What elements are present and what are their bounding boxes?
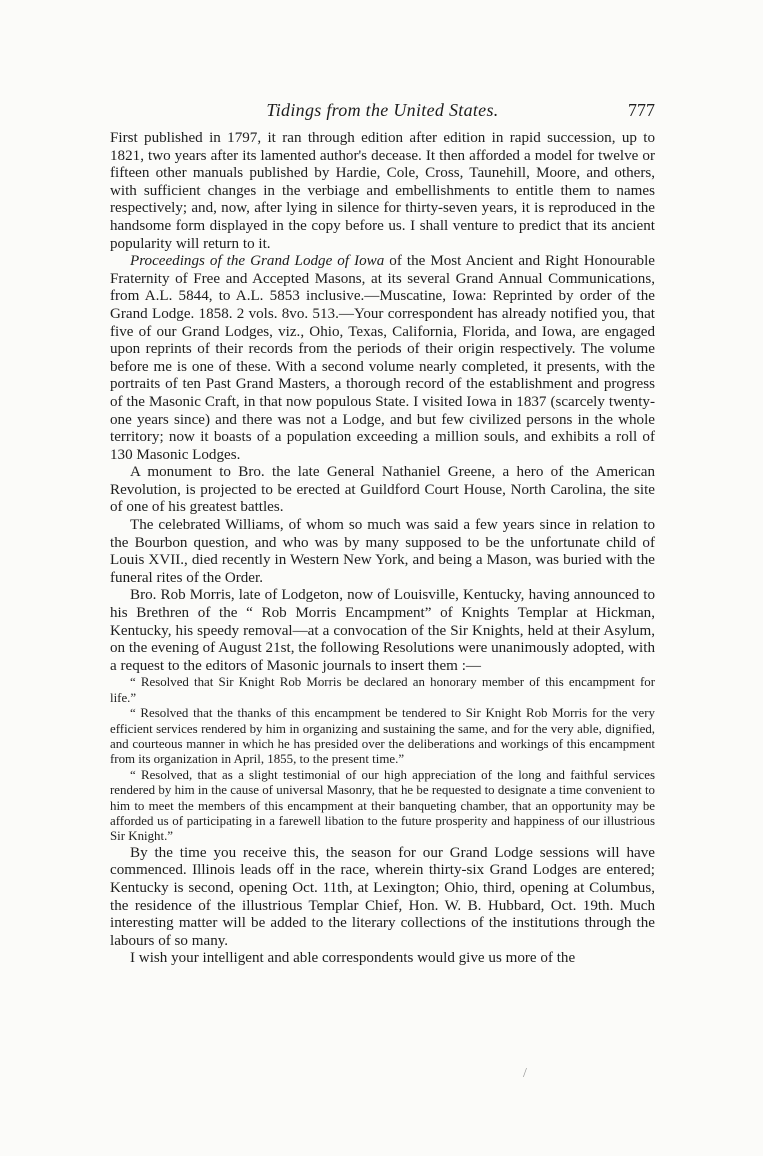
resolution-2: “ Resolved that the thanks of this encampment be tendered to Sir Knight Rob Morris for the very efficient services rendered by him in organizing and sustaining the same, and for the very able, dignified, and courteous manner in which he has presided over the deliberations and workings of this encampment from its organization in April, 1855, to the present time.” (110, 706, 655, 767)
resolution-1: “ Resolved that Sir Knight Rob Morris be declared an honorary member of this encampment for life.” (110, 675, 655, 705)
paragraph-5: Bro. Rob Morris, late of Lodgeton, now of Louisville, Kentucky, having announced to his Brethren of the “ Rob Morris Encampment” of Knights Templar at Hickman, Kentucky, his speedy removal—at a convocation of the Sir Knights, held at their Asylum, on the evening of August 21st, the following Resolutions were unanimously adopted, with a request to the editors of Masonic journals to insert them :— (110, 587, 655, 674)
running-title: Tidings from the United States. (266, 100, 499, 120)
paragraph-2-text: of the Most Ancient and Right Honourable Fraternity of Free and Accepted Masons, at its several Grand Annual Communications, from A.L. 5844, to A.L. 5853 inclusive.—Muscatine, Iowa: Reprinted by order of the Grand Lodge. 1858. 2 vols. 8vo. 513.—Your correspondent has already notified you, that five of our Grand Lodges, viz., Ohio, Texas, California, Florida, and Iowa, are engaged upon reprints of their records from the periods of their origin respectively. The volume before me is one of these. With a second volume nearly completed, it presents, with the portraits of ten Past Grand Masters, a thorough record of the establishment and progress of the Masonic Craft, in that now populous State. I visited Iowa in 1837 (scarcely twenty-one years since) and there was not a Lodge, and but few civilized persons in the whole territory; now it boasts of a population exceeding a million souls, and exhibits a roll of 130 Masonic Lodges. (110, 253, 655, 463)
resolution-3: “ Resolved, that as a slight testimonial of our high appreciation of the long and faithful services rendered by him in the cause of universal Masonry, that he be requested to designate a time convenient to him to meet the members of this encampment at their banqueting chamber, that an opportunity may be afforded us of participating in a farewell libation to the future prosperity and happiness of our illustrious Sir Knight.” (110, 767, 655, 844)
page-number: 777 (628, 100, 655, 120)
stray-mark: / (523, 1066, 527, 1081)
paragraph-7: I wish your intelligent and able correspondents would give us more of the (130, 950, 576, 967)
paragraph-4: The celebrated Williams, of whom so much was said a few years since in relation to the Bourbon question, and who was by many supposed to be the unfortunate child of Louis XVII., died recently in Western New York, and being a Mason, was buried with the funeral rites of the Order. (110, 517, 655, 586)
paragraph-3: A monument to Bro. the late General Nathaniel Greene, a hero of the American Revolution, is projected to be erected at Guildford Court House, North Carolina, the site of one of his greatest battles. (110, 464, 655, 516)
page-header (110, 100, 655, 128)
article-body (110, 130, 655, 968)
paragraph-1: First published in 1797, it ran through edition after edition in rapid succession, up to 1821, two years after its lamented author's decease. It then afforded a model for twelve or fifteen other manuals published by Hardie, Cole, Cross, Taunehill, Moore, and others, with sufficient changes in the verbiage and embellishments to entitle them to names respectively; and, now, after lying in silence for thirty-seven years, it is reproduced in the handsome form displayed in the copy before us. I shall venture to predict that its ancient popularity will return to it. (110, 130, 655, 252)
book-title: Proceedings of the Grand Lodge of Iowa (130, 253, 385, 270)
paragraph-6: By the time you receive this, the season for our Grand Lodge sessions will have commenced. Illinois leads off in the race, wherein thirty-six Grand Lodges are entered; Kentucky is second, opening Oct. 11th, at Lexington; Ohio, third, opening at Columbus, the residence of the illustrious Templar Chief, Hon. W. B. Hubbard, Oct. 19th. Much interesting matter will be added to the literary collections of the institutions through the labours of so many. (110, 844, 655, 949)
paragraph-2 (110, 253, 655, 464)
